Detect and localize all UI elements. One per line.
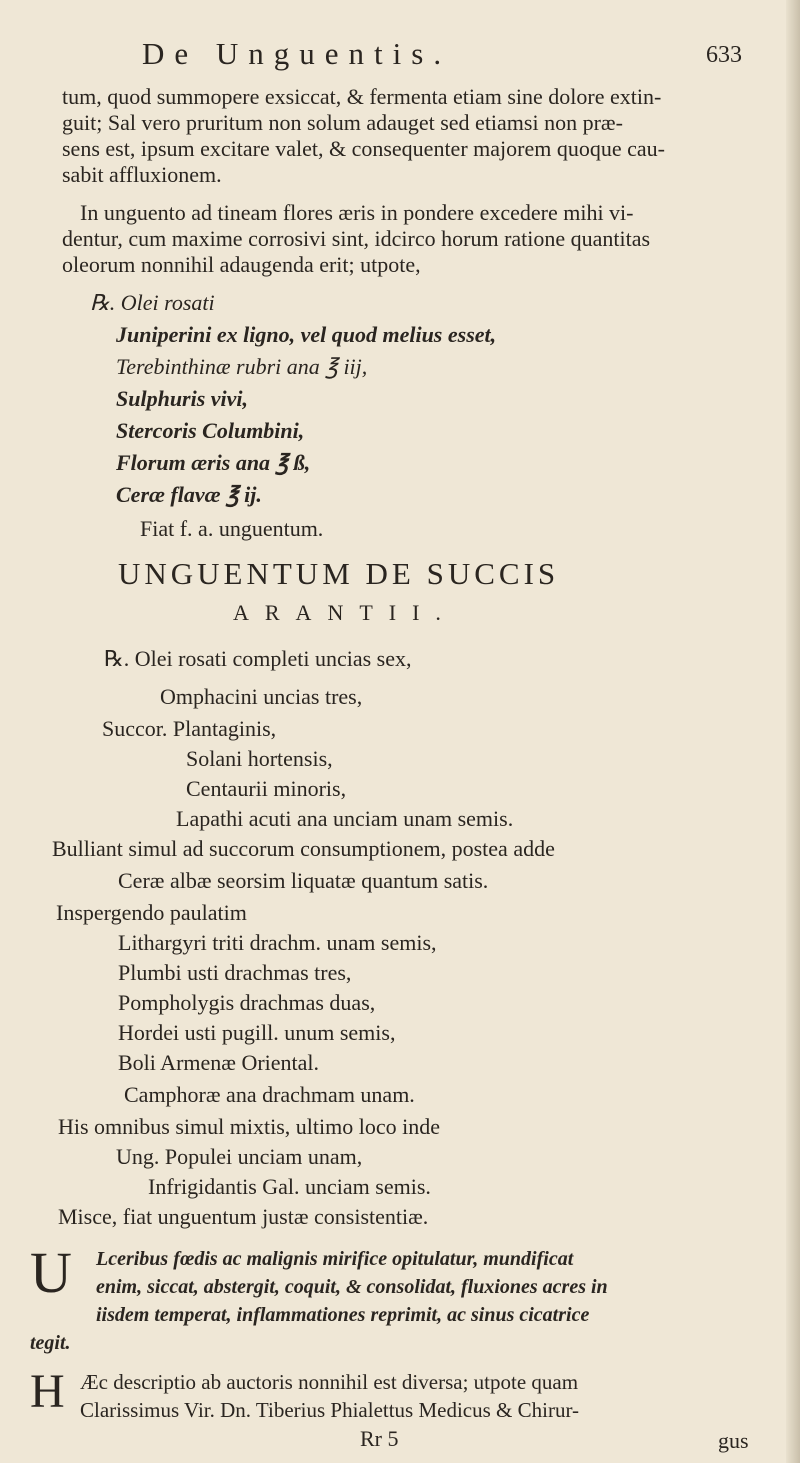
recipe-line: Misce, fiat unguentum justæ consistentiæ. — [58, 1204, 429, 1229]
recipe-line: Sulphuris vivi, — [116, 386, 249, 411]
recipe-line: Infrigidantis Gal. unciam semis. — [148, 1174, 431, 1199]
recipe-line: Ung. Populei unciam unam, — [116, 1144, 363, 1169]
recipe-line: Lapathi acuti ana unciam unam semis. — [176, 806, 514, 831]
text-line: dentur, cum maxime corrosivi sint, idcirco horum ratione quantitas — [62, 226, 651, 251]
recipe-line: Lithargyri triti drachm. unam semis, — [118, 930, 437, 955]
text-line: oleorum nonnihil adaugenda erit; utpote, — [62, 252, 421, 277]
recipe-line: Centaurii minoris, — [186, 776, 347, 801]
recipe-line: Camphoræ ana drachmam unam. — [124, 1082, 415, 1107]
signature-mark: Rr 5 — [360, 1426, 399, 1451]
recipe-line: Solani hortensis, — [186, 746, 333, 771]
text-line: sens est, ipsum excitare valet, & consequenter majorem quoque cau- — [62, 136, 665, 161]
text-line: sabit affluxionem. — [62, 162, 222, 187]
recipe-line: ℞. Olei rosati — [90, 290, 215, 315]
page-edge — [786, 0, 800, 1463]
recipe-line: Florum æris ana ℥ ß, — [116, 450, 311, 475]
drop-cap: U — [30, 1240, 72, 1305]
text-line: tegit. — [30, 1332, 71, 1354]
text-line: In unguento ad tineam flores æris in pondere excedere mihi vi- — [80, 200, 634, 225]
text-line: Lceribus fœdis ac malignis mirifice opitulatur, mundificat — [96, 1248, 574, 1270]
recipe-line: Pompholygis drachmas duas, — [118, 990, 376, 1015]
recipe-line: Bulliant simul ad succorum consumptionem, postea adde — [52, 836, 555, 861]
page-number: 633 — [706, 42, 742, 68]
recipe-line: Omphacini uncias tres, — [160, 684, 363, 709]
recipe-line: Juniperini ex ligno, vel quod melius esset, — [116, 322, 497, 347]
recipe-line: Fiat f. a. unguentum. — [140, 516, 324, 541]
recipe-line: Stercoris Columbini, — [116, 418, 305, 443]
running-header: De Unguentis. — [142, 36, 452, 71]
recipe-line: Succor. Plantaginis, — [102, 716, 277, 741]
text-line: Æc descriptio ab auctoris nonnihil est diversa; utpote quam — [80, 1370, 579, 1394]
catchword: gus — [718, 1428, 749, 1453]
text-line: enim, siccat, abstergit, coquit, & consolidat, fluxiones acres in — [96, 1276, 608, 1298]
recipe-line: Hordei usti pugill. unum semis, — [118, 1020, 396, 1045]
recipe-line: Plumbi usti drachmas tres, — [118, 960, 352, 985]
recipe-line: Terebinthinæ rubri ana ℥ iij, — [116, 354, 368, 379]
text-line: iisdem temperat, inflammationes reprimit, ac sinus cicatrice — [96, 1304, 590, 1326]
recipe-line: Boli Armenæ Oriental. — [118, 1050, 320, 1075]
text-line: tum, quod summopere exsiccat, & fermenta etiam sine dolore extin- — [62, 84, 662, 109]
recipe-line: Ceræ flavæ ℥ ij. — [116, 482, 262, 507]
text-line: guit; Sal vero pruritum non solum adauget sed etiamsi non præ- — [62, 110, 623, 135]
recipe-line: ℞. Olei rosati completi uncias sex, — [104, 646, 412, 671]
drop-cap: H — [30, 1365, 65, 1418]
recipe-line: Inspergendo paulatim — [56, 900, 247, 925]
text-line: Clarissimus Vir. Dn. Tiberius Phialettus Medicus & Chirur- — [80, 1398, 580, 1422]
recipe-line: Ceræ albæ seorsim liquatæ quantum satis. — [118, 868, 489, 893]
recipe-line: His omnibus simul mixtis, ultimo loco inde — [58, 1114, 440, 1139]
section-subtitle: ARANTII. — [233, 600, 457, 625]
section-title: UNGUENTUM DE SUCCIS — [118, 556, 560, 591]
